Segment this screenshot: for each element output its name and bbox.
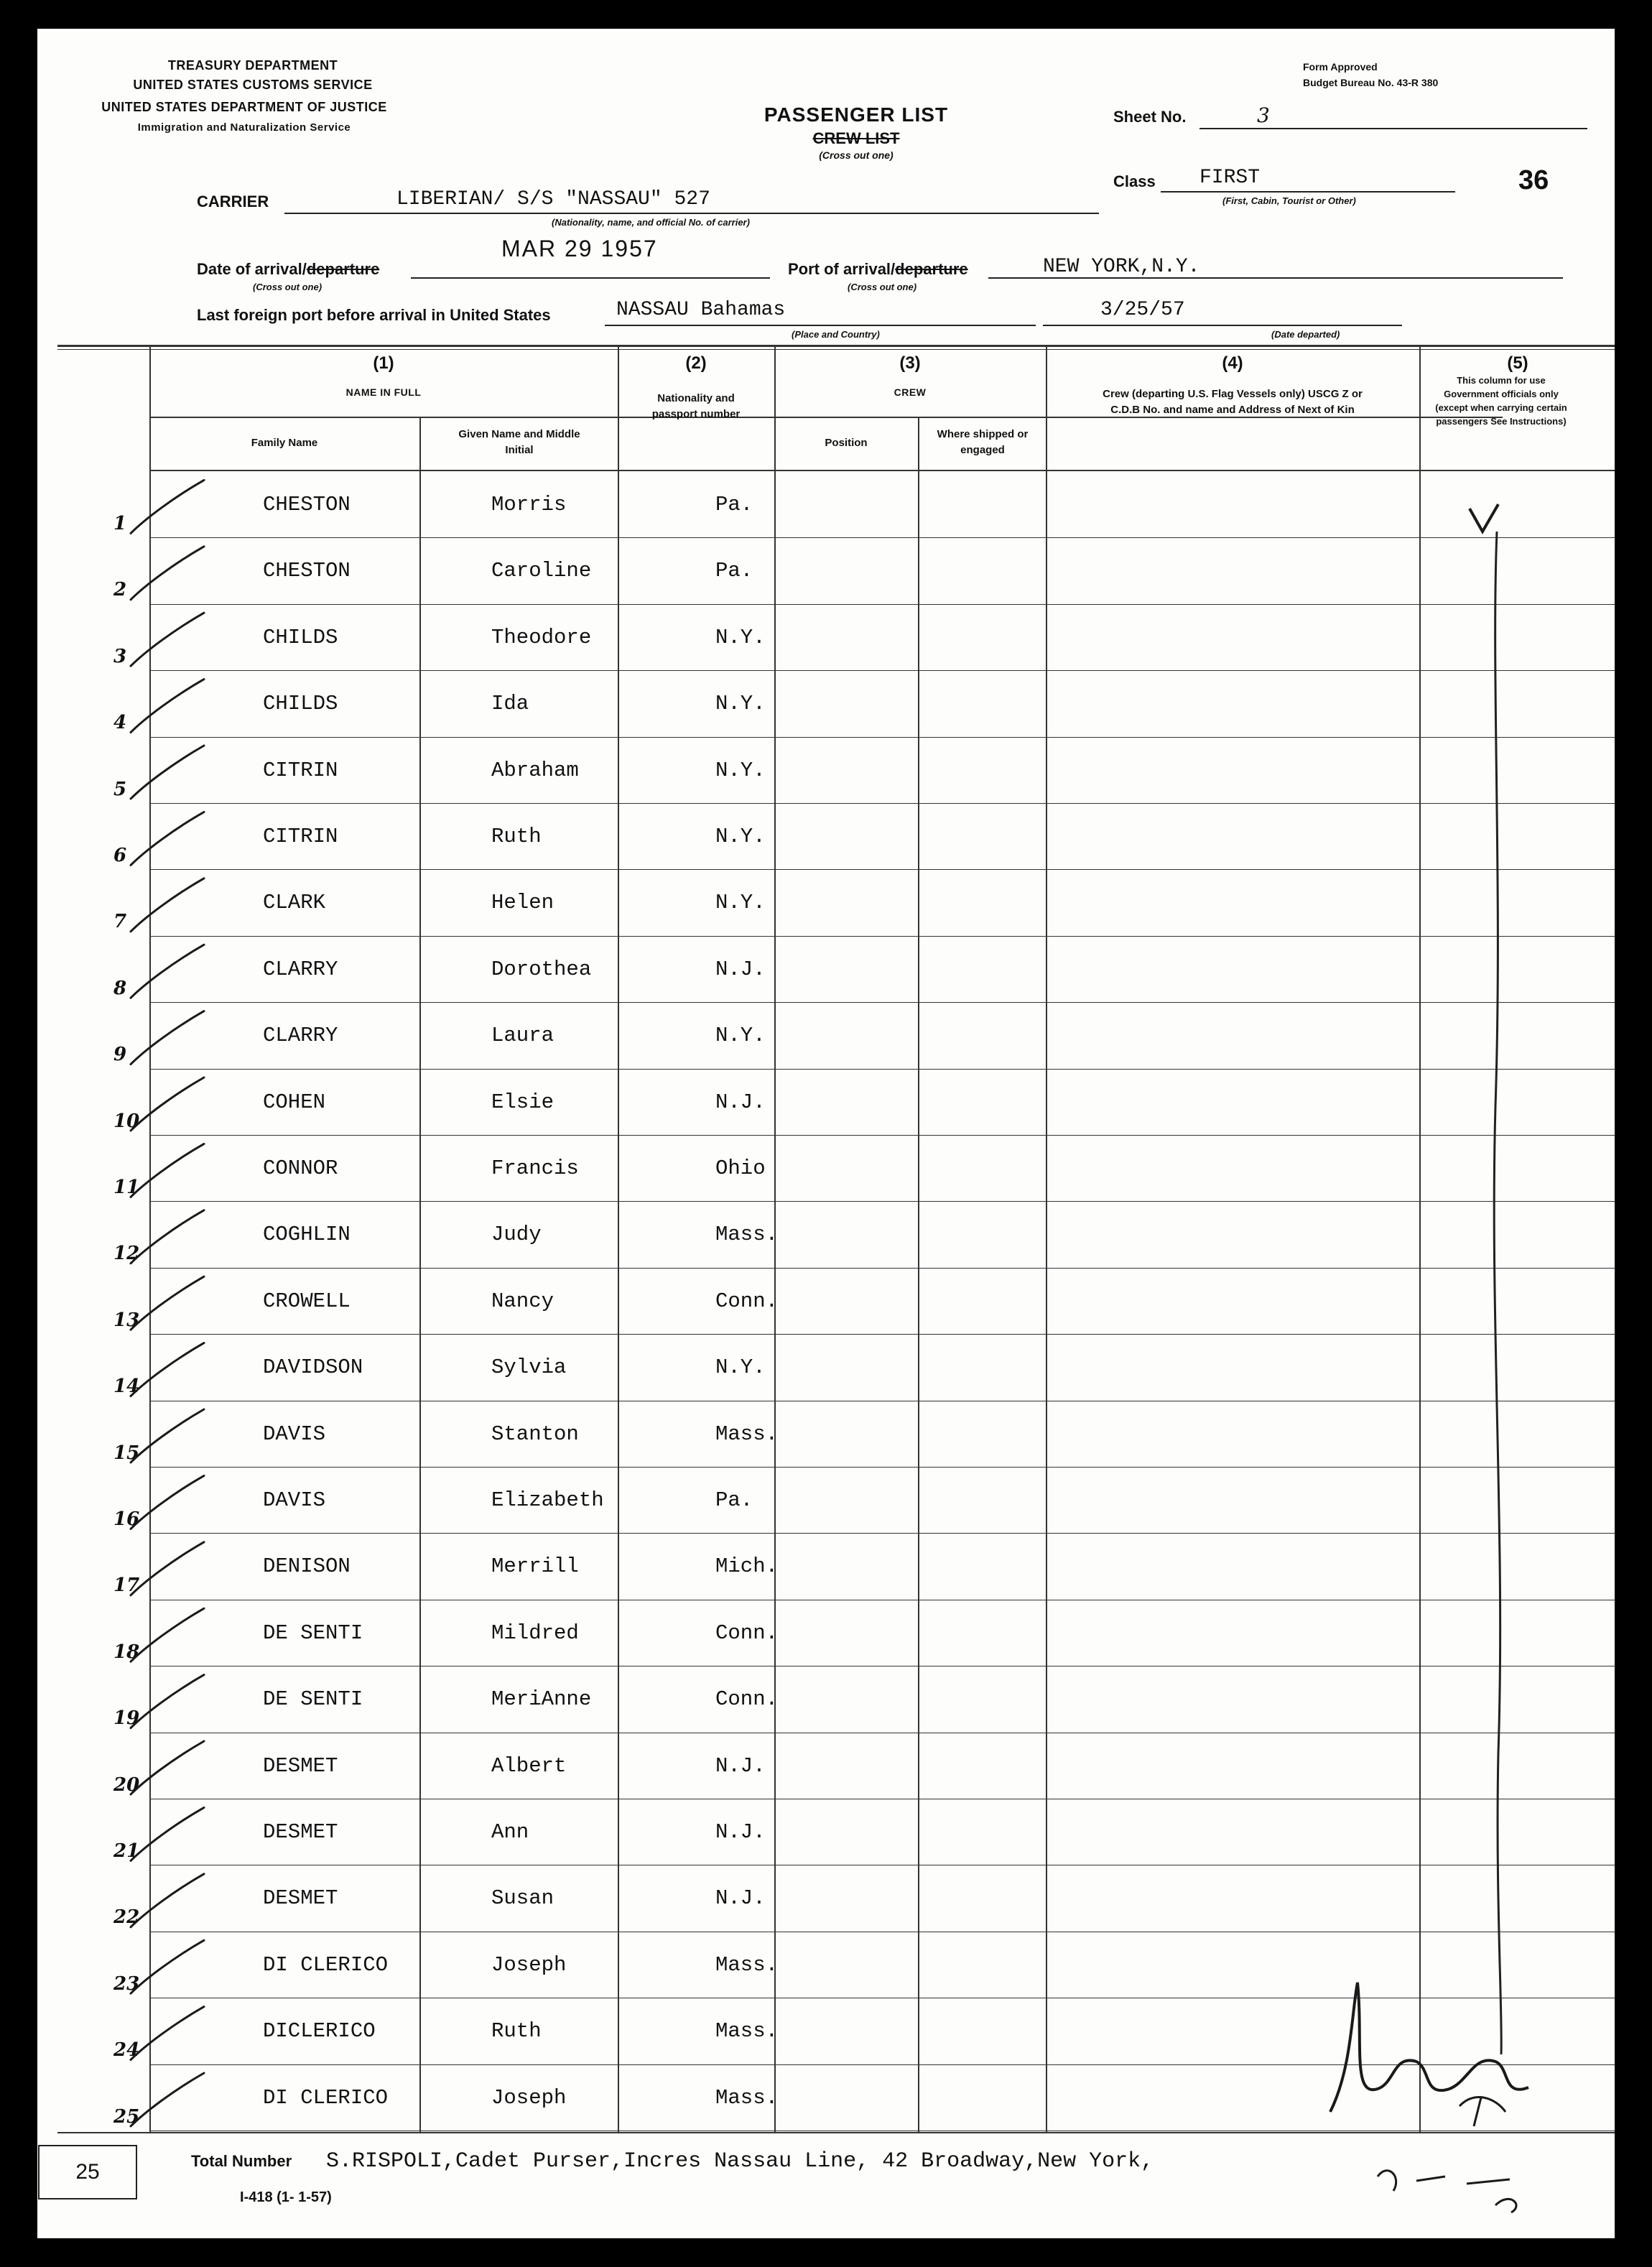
agency-header-justice: [43, 98, 445, 137]
family-name-cell: CITRIN: [263, 825, 338, 848]
table-row: [149, 1533, 1615, 1599]
last-port-note: (Place and Country): [792, 329, 880, 340]
family-name-cell: DE SENTI: [263, 1687, 363, 1712]
given-name-cell: Nancy: [491, 1289, 554, 1313]
title-note: (Cross out one): [819, 149, 894, 161]
given-name-cell: Joseph: [491, 2085, 567, 2110]
agency-ins: Immigration and Naturalization Service: [137, 121, 351, 134]
date-departed-note: (Date departed): [1271, 329, 1340, 340]
sheet-underline: [1199, 128, 1587, 129]
carrier-label: CARRIER: [197, 193, 269, 210]
table-row: [149, 1998, 1615, 2064]
document-title: [677, 103, 1036, 161]
nationality-cell: N.Y.: [715, 825, 766, 848]
family-name-cell: DAVIS: [263, 1422, 326, 1446]
class-label: Class: [1113, 172, 1156, 190]
family-name-cell: DI CLERICO: [263, 2085, 389, 2110]
agency-header-treasury: [52, 56, 454, 95]
nationality-cell: Pa.: [715, 1488, 753, 1512]
nationality-cell: N.J.: [715, 1820, 766, 1844]
family-name-cell: CONNOR: [263, 1156, 338, 1180]
row-number: 15: [113, 1442, 140, 1464]
port-note: (Cross out one): [848, 282, 917, 292]
given-name-cell: Helen: [491, 891, 554, 915]
table-row: [149, 936, 1615, 1002]
passenger-list-sheet: [37, 29, 1615, 2238]
table-row: [149, 1733, 1615, 1799]
port-label-text: Port of arrival/: [788, 260, 896, 278]
form-approved-label: Form Approved: [1303, 61, 1378, 73]
family-name-cell: CITRIN: [263, 758, 338, 782]
given-name-cell: Ann: [491, 1820, 529, 1844]
table-row: [149, 2064, 1615, 2131]
nationality-cell: N.Y.: [715, 1024, 766, 1048]
table-row: [149, 1666, 1615, 1732]
total-number-label: Total Number: [191, 2152, 292, 2170]
family-name-cell: DAVIS: [263, 1488, 326, 1512]
col5-number: (5): [1507, 353, 1528, 373]
col1-title: NAME IN FULL: [345, 386, 422, 398]
given-name-cell: Albert: [491, 1753, 567, 1778]
table-row: [149, 803, 1615, 869]
nationality-cell: N.J.: [715, 957, 766, 981]
port-value: NEW YORK,N.Y.: [1043, 256, 1200, 278]
nationality-cell: N.J.: [715, 1886, 766, 1911]
row-number: 13: [113, 1309, 140, 1331]
given-name-cell: MeriAnne: [491, 1687, 592, 1712]
table-row: [149, 1467, 1615, 1533]
row-number: 23: [113, 1972, 140, 1995]
col4-number: (4): [1222, 353, 1243, 373]
given-name-cell: Susan: [491, 1886, 554, 1911]
nationality-cell: Conn.: [715, 1289, 779, 1313]
port-label-crossed: departure: [895, 260, 968, 278]
given-name-cell: Sylvia: [491, 1355, 567, 1380]
row-number: 5: [113, 778, 127, 800]
date-note: (Cross out one): [253, 282, 322, 292]
table-row: [149, 869, 1615, 935]
nationality-cell: N.Y.: [715, 625, 766, 649]
carrier-note: (Nationality, name, and official No. of carrier): [552, 217, 750, 228]
given-name-cell: Francis: [491, 1156, 579, 1180]
family-name-cell: CHESTON: [263, 493, 351, 516]
row-number: 12: [113, 1243, 140, 1265]
given-name-cell: Joseph: [491, 1952, 567, 1977]
col4-title: Crew (departing U.S. Flag Vessels only) USCG Z or C.D.B No. and name and Address of Next of Kin: [1103, 388, 1363, 416]
col-position: Position: [825, 437, 868, 449]
table-row: [149, 1865, 1615, 1931]
date-departed-value: 3/25/57: [1100, 299, 1185, 321]
inspector-code-mark-icon: [1378, 2171, 1516, 2212]
page-number: 36: [1518, 165, 1549, 195]
row-number: 21: [113, 1840, 140, 1862]
row-number: 6: [113, 845, 127, 866]
table-row: [149, 1799, 1615, 1865]
family-name-cell: DENISON: [263, 1554, 351, 1579]
row-number: 18: [113, 1641, 140, 1663]
row-number: 7: [113, 911, 127, 933]
sheet-label: Sheet No.: [1113, 108, 1187, 126]
row-number: 22: [113, 1906, 140, 1929]
date-label: [197, 260, 379, 279]
table-top-border-thin: [57, 349, 1615, 350]
date-arrival-stamp: MAR 29 1957: [501, 236, 658, 261]
col2-title: Nationality and passport number: [651, 392, 741, 420]
col2-number: (2): [685, 353, 707, 373]
given-name-cell: Elsie: [491, 1090, 554, 1114]
total-number-box: 25: [38, 2145, 137, 2199]
family-name-cell: DESMET: [263, 1886, 338, 1911]
nationality-cell: Mass.: [715, 1952, 779, 1977]
table-row: [149, 1600, 1615, 1666]
table-row: [149, 1932, 1615, 1998]
date-label-text: Date of arrival/: [197, 260, 307, 278]
budget-bureau-number: Budget Bureau No. 43-R 380: [1303, 77, 1439, 88]
carrier-underline: [284, 213, 1099, 214]
nationality-cell: N.Y.: [715, 758, 766, 782]
family-name-cell: COGHLIN: [263, 1223, 351, 1247]
given-name-cell: Caroline: [491, 559, 592, 583]
row-number: 9: [113, 1044, 127, 1066]
nationality-cell: Mich.: [715, 1554, 779, 1579]
nationality-cell: N.Y.: [715, 1355, 766, 1380]
col5-title: This column for use Government officials only (except when carrying certain passengers See Instructions): [1435, 375, 1567, 427]
nationality-cell: Pa.: [715, 559, 753, 583]
family-name-cell: CHILDS: [263, 625, 338, 649]
row-number: 10: [113, 1110, 140, 1132]
last-port-value: NASSAU Bahamas: [616, 299, 786, 321]
family-name-cell: CHESTON: [263, 559, 351, 583]
nationality-cell: N.J.: [715, 1753, 766, 1778]
table-row: [149, 1135, 1615, 1201]
given-name-cell: Judy: [491, 1223, 542, 1247]
nationality-cell: Mass.: [715, 2085, 779, 2110]
nationality-cell: Ohio: [715, 1156, 766, 1180]
table-row: [149, 1069, 1615, 1135]
given-name-cell: Ida: [491, 692, 529, 716]
class-value: FIRST: [1199, 167, 1261, 189]
row-number: 14: [113, 1376, 140, 1398]
nationality-cell: Conn.: [715, 1621, 779, 1645]
purser-signature-line: S.RISPOLI,Cadet Purser,Incres Nassau Line, 42 Broadway,New York,: [326, 2149, 1154, 2174]
col-where-shipped: Where shipped or engaged: [937, 428, 1029, 456]
agency-treasury: TREASURY DEPARTMENT: [167, 58, 338, 73]
col3-number: (3): [899, 353, 921, 373]
col3-title: CREW: [894, 386, 927, 398]
col-family-name: Family Name: [251, 437, 318, 449]
row-number: 1: [113, 513, 127, 534]
family-name-cell: DESMET: [263, 1753, 338, 1778]
table-row: [149, 1268, 1615, 1334]
agency-customs: UNITED STATES CUSTOMS SERVICE: [133, 78, 373, 92]
row-number: 20: [113, 1774, 140, 1796]
last-port-label: Last foreign port before arrival in United States: [197, 306, 551, 324]
given-name-cell: Ruth: [491, 2019, 542, 2044]
table-row: [149, 670, 1615, 736]
family-name-cell: CROWELL: [263, 1289, 351, 1313]
table-bottom-border: [57, 2132, 1615, 2133]
family-name-cell: DE SENTI: [263, 1621, 363, 1645]
agency-justice: UNITED STATES DEPARTMENT OF JUSTICE: [101, 100, 387, 114]
row-number: 11: [113, 1177, 140, 1198]
date-label-crossed: departure: [306, 260, 380, 278]
row-number: 19: [113, 1707, 140, 1730]
nationality-cell: N.Y.: [715, 692, 766, 716]
table-top-border: [57, 345, 1615, 347]
row-number: 4: [113, 712, 127, 734]
form-approval: [1303, 59, 1438, 91]
col1-number: (1): [373, 353, 394, 373]
nationality-cell: N.Y.: [715, 891, 766, 915]
family-name-cell: DESMET: [263, 1820, 338, 1844]
class-underline: [1161, 191, 1455, 193]
given-name-cell: Merrill: [491, 1554, 579, 1579]
family-name-cell: CLARRY: [263, 1024, 338, 1048]
given-name-cell: Ruth: [491, 825, 542, 848]
row-number: 8: [113, 977, 127, 999]
col-given-name: Given Name and Middle Initial: [458, 428, 580, 456]
family-name-cell: CLARK: [263, 891, 326, 915]
given-name-cell: Dorothea: [491, 957, 592, 981]
sheet-value: 3: [1257, 103, 1270, 127]
table-row: [149, 604, 1615, 670]
nationality-cell: Mass.: [715, 1422, 779, 1446]
table-row: [149, 1401, 1615, 1467]
title-crew-list-crossed: CREW LIST: [812, 129, 900, 147]
given-name-cell: Laura: [491, 1024, 554, 1048]
given-name-cell: Theodore: [491, 625, 592, 649]
row-number: 16: [113, 1508, 140, 1530]
family-name-cell: CHILDS: [263, 692, 338, 716]
family-name-cell: CLARRY: [263, 957, 338, 981]
row-number: 2: [113, 579, 127, 601]
table-row: [149, 471, 1615, 537]
table-row: [149, 1201, 1615, 1267]
table-row: [149, 737, 1615, 803]
table-row: [149, 537, 1615, 603]
given-name-cell: Abraham: [491, 758, 579, 782]
given-name-cell: Morris: [491, 493, 567, 516]
row-number: 17: [113, 1575, 140, 1597]
nationality-cell: Conn.: [715, 1687, 779, 1712]
family-name-cell: DICLERICO: [263, 2019, 376, 2044]
nationality-cell: N.J.: [715, 1090, 766, 1114]
carrier-value: LIBERIAN/ S/S "NASSAU" 527: [396, 188, 710, 210]
given-name-cell: Elizabeth: [491, 1488, 604, 1512]
family-name-cell: DI CLERICO: [263, 1952, 389, 1977]
table-row: [149, 1334, 1615, 1400]
port-label: [788, 260, 968, 279]
row-number: 24: [113, 2039, 140, 2062]
nationality-cell: Mass.: [715, 1223, 779, 1247]
given-name-cell: Mildred: [491, 1621, 579, 1645]
title-passenger-list: PASSENGER LIST: [764, 103, 949, 126]
table-row: [149, 1002, 1615, 1068]
row-number: 3: [113, 645, 127, 667]
row-number: 25: [113, 2105, 140, 2128]
family-name-cell: COHEN: [263, 1090, 326, 1114]
given-name-cell: Stanton: [491, 1422, 579, 1446]
date-underline: [411, 277, 770, 279]
last-port-underline: [605, 325, 1036, 326]
nationality-cell: Pa.: [715, 493, 753, 516]
family-name-cell: DAVIDSON: [263, 1355, 363, 1380]
class-note: (First, Cabin, Tourist or Other): [1222, 195, 1356, 206]
form-number: I-418 (1- 1-57): [240, 2189, 332, 2205]
nationality-cell: Mass.: [715, 2019, 779, 2044]
date-departed-underline: [1043, 325, 1402, 326]
